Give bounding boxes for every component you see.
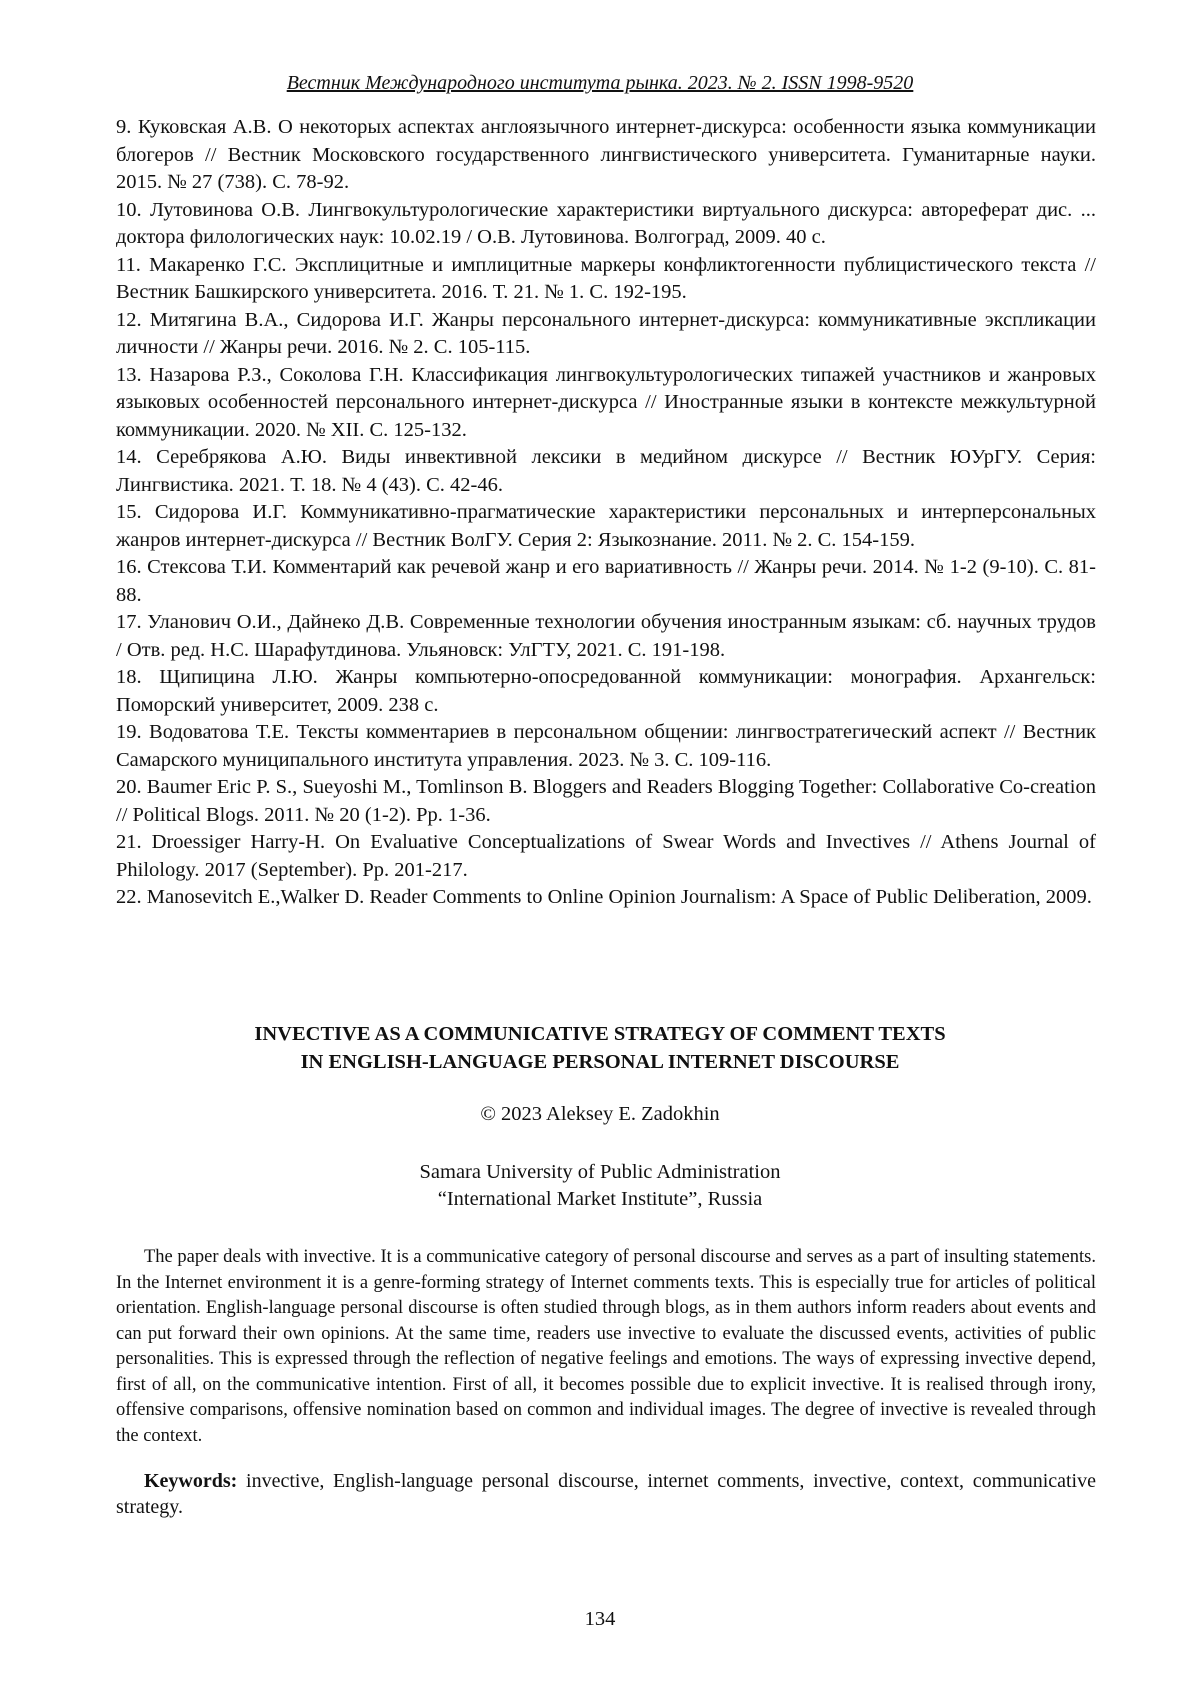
article-title-line: INVECTIVE AS A COMMUNICATIVE STRATEGY OF COMMENT TEXTS <box>254 1023 946 1045</box>
article-title-line: IN ENGLISH-LANGUAGE PERSONAL INTERNET DISCOURSE <box>300 1051 900 1073</box>
keywords <box>116 1468 1096 1520</box>
article-author: © 2023 Aleksey E. Zadokhin <box>480 1103 720 1125</box>
reference-list <box>116 114 1096 912</box>
reference-item: 11. Макаренко Г.С. Эксплицитные и имплицитные маркеры конфликтогенности публицистического текста // Вестник Башкирского университета. 2016. Т. 21. № 1. С. 192-195. <box>116 253 1096 303</box>
reference-item: 12. Митягина В.А., Сидорова И.Г. Жанры персонального интернет-дискурса: коммуникативные экспликации личности // Жанры речи. 2016. № 2. С. 105-115. <box>116 308 1096 358</box>
reference-item: 20. Baumer Eric P. S., Sueyoshi M., Tomlinson B. Bloggers and Readers Blogging Together: Collaborative Co-creation // Political Blogs. 2011. № 20 (1-2). Pp. 1-36. <box>116 776 1096 826</box>
author-affiliation <box>0 1159 1200 1213</box>
reference-item: 17. Уланович О.И., Дайнеко Д.В. Современные технологии обучения иностранным языкам: сб. научных трудов / Отв. ред. Н.С. Шарафутдинова. Ульяновск: УлГТУ, 2021. С. 191-198. <box>116 611 1096 661</box>
reference-item: 21. Droessiger Harry-H. On Evaluative Conceptualizations of Swear Words and Invectives // Athens Journal of Philology. 2017 (September). Pp. 201-217. <box>116 831 1096 881</box>
reference-item: 19. Водоватова Т.Е. Тексты комментариев в персональном общении: лингвостратегический аспект // Вестник Самарского муниципального института управления. 2023. № 3. С. 109-116. <box>116 721 1096 771</box>
article-title <box>0 1020 1200 1076</box>
reference-item: 15. Сидорова И.Г. Коммуникативно-прагматические характеристики персональных и интерперсональных жанров интернет-дискурса // Вестник ВолГУ. Серия 2: Языкознание. 2011. № 2. С. 154-159. <box>116 501 1096 551</box>
reference-item: 14. Серебрякова А.Ю. Виды инвективной лексики в медийном дискурсе // Вестник ЮУрГУ. Серия: Лингвистика. 2021. Т. 18. № 4 (43). С. 42-46. <box>116 446 1096 496</box>
reference-item: 10. Лутовинова О.В. Лингвокультурологические характеристики виртуального дискурса: автореферат дис. ... доктора филологических наук: 10.02.19 / О.В. Лутовинова. Волгоград, 2009. 40 с. <box>116 198 1096 248</box>
abstract: The paper deals with invective. It is a communicative category of personal discourse and serves as a part of insulting statements. In the Internet environment it is a genre-forming strategy of Internet comments texts. This is especially true for articles of political orientation. English-language personal discourse is often studied through blogs, as in them authors inform readers about events and can put forward their own opinions. At the same time, readers use invective to evaluate the discussed events, activities of public personalities. This is expressed through the reflection of negative feelings and emotions. The ways of expressing invective depend, first of all, on the communicative intention. First of all, it becomes possible due to explicit invective. It is realised through irony, offensive comparisons, offensive nomination based on common and individual images. The degree of invective is revealed through the context. <box>116 1247 1096 1446</box>
affiliation-line: “International Market Institute”, Russia <box>437 1188 763 1210</box>
keywords-label: Keywords: <box>144 1470 238 1492</box>
reference-item: 22. Manosevitch E.,Walker D. Reader Comments to Online Opinion Journalism: A Space of Public Deliberation, 2009. <box>116 886 1092 908</box>
reference-item: 9. Куковская А.В. О некоторых аспектах англоязычного интернет-дискурса: особенности языка коммуникации блогеров // Вестник Московского государственного лингвистического университета. Гуманитарные науки. 2015. № 27 (738). С. 78-92. <box>116 116 1096 193</box>
reference-item: 18. Щипицина Л.Ю. Жанры компьютерно-опосредованной коммуникации: монография. Архангельск: Поморский университет, 2009. 238 с. <box>116 666 1096 716</box>
keywords-text: invective, English-language personal discourse, internet comments, invective, context, communicative strategy. <box>116 1470 1096 1518</box>
reference-item: 16. Стексова Т.И. Комментарий как речевой жанр и его вариативность // Жанры речи. 2014. № 1-2 (9-10). С. 81-88. <box>116 556 1096 606</box>
affiliation-line: Samara University of Public Administration <box>419 1161 781 1183</box>
reference-item: 13. Назарова Р.З., Соколова Г.Н. Классификация лингвокультурологических типажей участников и жанровых языковых особенностей персонального интернет-дискурса // Иностранные языки в контексте межкультурной коммуникации. 2020. № XII. С. 125-132. <box>116 363 1096 441</box>
running-head: Вестник Международного института рынка. 2023. № 2. ISSN 1998-9520 <box>286 72 914 94</box>
page-number: 134 <box>584 1608 616 1630</box>
